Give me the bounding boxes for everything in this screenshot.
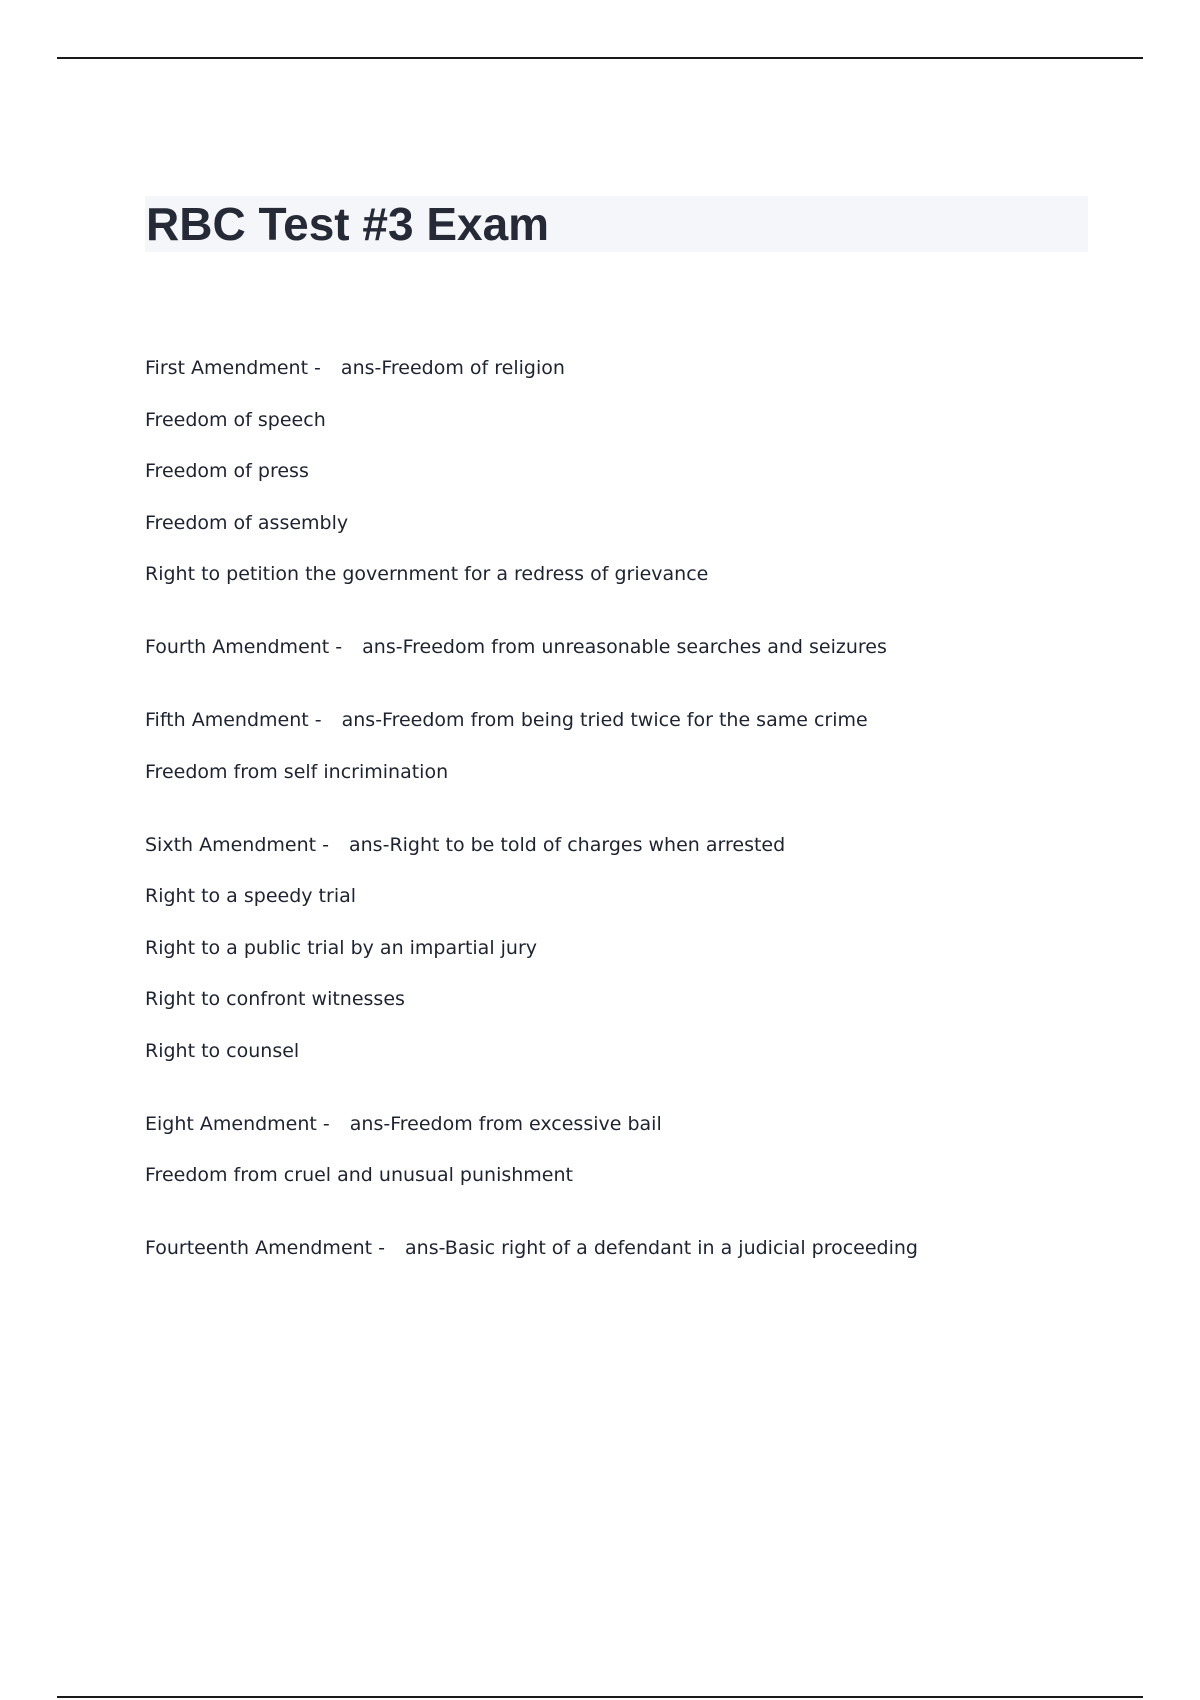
entry-answer: ans-Basic right of a defendant in a judicial proceeding (405, 1237, 918, 1259)
entry-term: Sixth Amendment - (145, 833, 329, 856)
flashcard-list (145, 353, 1105, 1306)
entry-answer-line: Freedom from cruel and unusual punishment (145, 1164, 573, 1186)
entry-fourteenth-amendment (145, 1233, 1105, 1263)
entry-answer: ans-Right to be told of charges when arrested (349, 833, 786, 856)
entry-answer-line: Right to a speedy trial (145, 885, 357, 907)
entry-answer-line: Freedom of assembly (145, 511, 349, 534)
entry-heading-line (145, 1233, 1105, 1263)
entry-heading-line (145, 705, 1105, 735)
entry-heading-line (145, 830, 1105, 860)
entry-term: Fifth Amendment - (145, 709, 322, 731)
entry-heading-line (145, 632, 1105, 662)
entry-term: Fourteenth Amendment - (145, 1237, 386, 1259)
entry-term: Fourth Amendment - (145, 636, 343, 658)
entry-answer-line: Right to petition the government for a redress of grievance (145, 563, 709, 585)
entry-answer-line: Freedom of press (145, 460, 309, 482)
page-title: RBC Test #3 Exam (146, 198, 550, 250)
bottom-rule (57, 1696, 1143, 1698)
entry-answer: ans-Freedom of religion (340, 357, 565, 379)
entry-answer: ans-Freedom from unreasonable searches and seizures (362, 636, 887, 658)
entry-answer-line: Freedom of speech (145, 408, 326, 431)
entry-first-amendment (145, 353, 1105, 589)
entry-answer-line: Freedom from self incrimination (145, 760, 449, 783)
entry-fourth-amendment (145, 632, 1105, 662)
entry-heading-line (145, 353, 1105, 383)
entry-answer-line: Right to counsel (145, 1039, 300, 1062)
top-rule (57, 57, 1143, 59)
entry-term: Eight Amendment - (145, 1112, 330, 1135)
entry-fifth-amendment (145, 705, 1105, 787)
entry-term: First Amendment - (145, 357, 321, 379)
entry-sixth-amendment (145, 830, 1105, 1066)
entry-heading-line (145, 1109, 1105, 1139)
entry-answer-line: Right to a public trial by an impartial jury (145, 936, 538, 959)
entry-answer: ans-Freedom from being tried twice for the same crime (341, 709, 868, 731)
entry-answer: ans-Freedom from excessive bail (349, 1112, 662, 1135)
entry-answer-line: Right to confront witnesses (145, 988, 405, 1010)
entry-eighth-amendment (145, 1109, 1105, 1191)
